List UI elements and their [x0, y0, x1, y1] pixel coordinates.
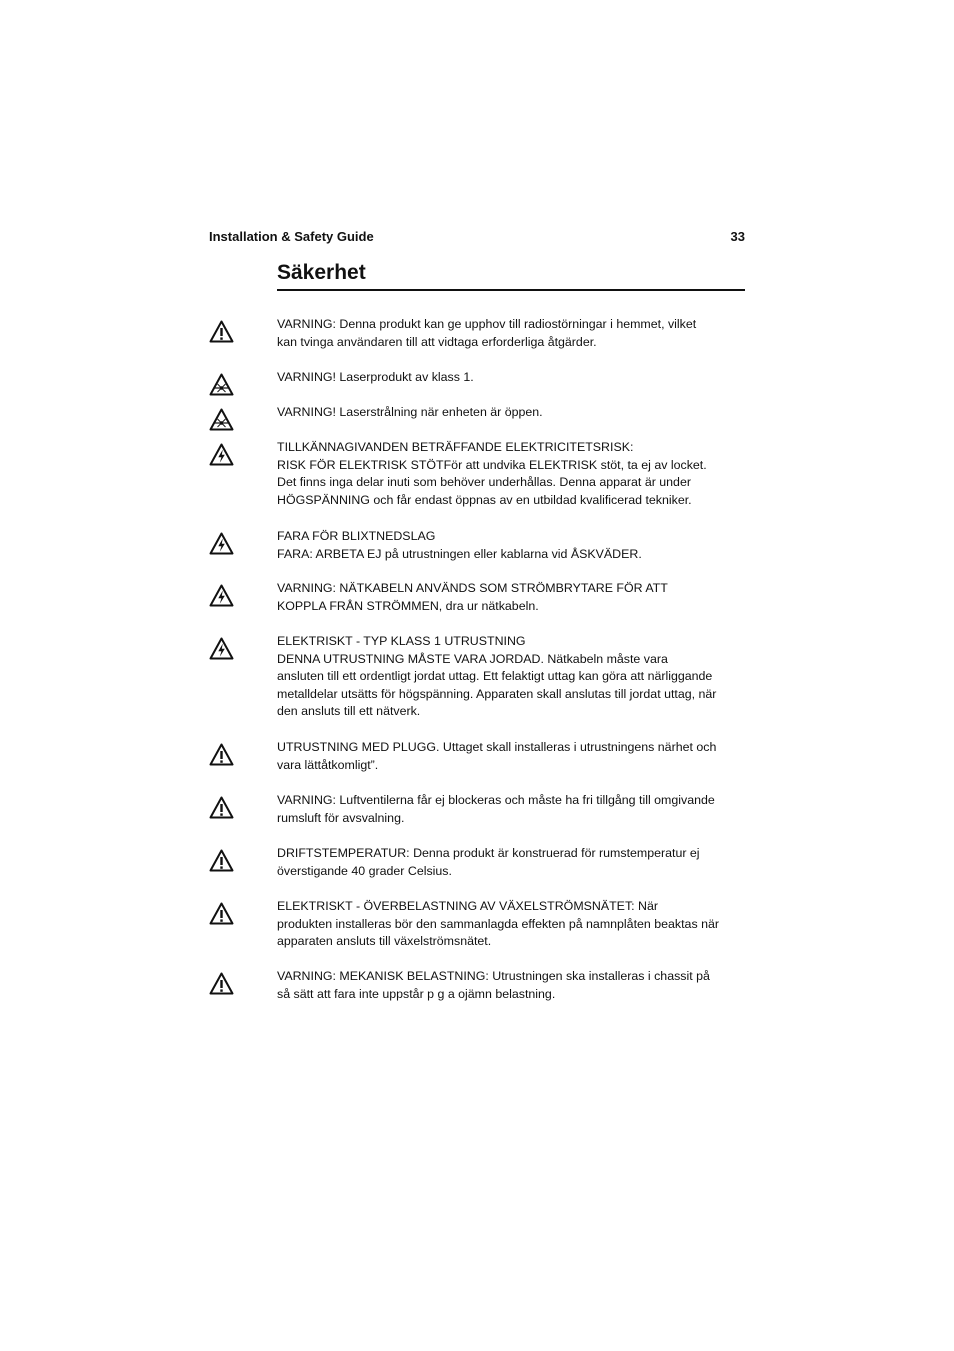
entry-line: ELEKTRISKT - ÖVERBELASTNING AV VÄXELSTRÖMSNÄTET: När [277, 899, 658, 913]
entry-text [277, 968, 747, 1003]
electric-shock-icon [209, 637, 234, 660]
entry-text [277, 633, 747, 721]
entry-text [277, 898, 747, 951]
entry-text [277, 739, 747, 774]
entry-line: VARNING! Laserprodukt av klass 1. [277, 370, 474, 384]
warning-icon [209, 902, 234, 925]
electric-shock-icon [209, 584, 234, 607]
entry-line: rumsluft för avsvalning. [277, 810, 405, 825]
warning-icon [209, 743, 234, 766]
entry-line: ansluten till ett ordentligt jordat uttag. Ett felaktigt uttag kan göra att närliggande [277, 669, 713, 684]
electric-shock-icon [209, 532, 234, 555]
entry-line: FARA: ARBETA EJ på utrustningen eller kablarna vid ÅSKVÄDER. [277, 546, 642, 561]
entry-text [277, 316, 747, 351]
entry-line: VARNING! Laserstrålning när enheten är öppen. [277, 405, 543, 419]
entry-line: överstigande 40 grader Celsius. [277, 863, 452, 878]
entry-line: VARNING: NÄTKABELN ANVÄNDS SOM STRÖMBRYTARE FÖR ATT [277, 581, 668, 595]
entry-line: Det finns inga delar inuti som behöver underhållas. Denna apparat är under [277, 475, 691, 490]
entry-line: DENNA UTRUSTNING MÅSTE VARA JORDAD. Nätkabeln måste vara [277, 651, 668, 666]
laser-warning-icon [209, 373, 234, 396]
entry-line: vara lättåtkomligt”. [277, 757, 379, 772]
entry-line: DRIFTSTEMPERATUR: Denna produkt är konstruerad för rumstemperatur ej [277, 846, 700, 860]
entry-line: FARA FÖR BLIXTNEDSLAG [277, 529, 436, 543]
entry-text [277, 528, 747, 563]
entry-line: HÖGSPÄNNING och får endast öppnas av en utbildad kvalificerad tekniker. [277, 492, 692, 507]
entry-text [277, 845, 747, 880]
entry-line: KOPPLA FRÅN STRÖMMEN, dra ur nätkabeln. [277, 598, 539, 613]
guide-title: Installation & Safety Guide [209, 229, 374, 244]
entry-line: produkten installeras bör den sammanlagda effekten på namnplåten beaktas när [277, 916, 719, 931]
electric-shock-icon [209, 443, 234, 466]
running-header [209, 228, 745, 246]
entry-line: RISK FÖR ELEKTRISK STÖTFör att undvika ELEKTRISK stöt, ta ej av locket. [277, 457, 707, 472]
page-title: Säkerhet [277, 258, 745, 291]
entry-text [277, 369, 747, 387]
entry-text [277, 439, 747, 509]
entry-line: UTRUSTNING MED PLUGG. Uttaget skall installeras i utrustningens närhet och [277, 740, 717, 754]
warning-icon [209, 796, 234, 819]
page-number: 33 [730, 229, 745, 244]
laser-warning-icon [209, 408, 234, 431]
warning-icon [209, 972, 234, 995]
entry-line: VARNING: MEKANISK BELASTNING: Utrustningen ska installeras i chassit på [277, 969, 710, 983]
warning-icon [209, 849, 234, 872]
entry-text [277, 404, 747, 422]
entry-line: VARNING: Denna produkt kan ge upphov till radiostörningar i hemmet, vilket [277, 317, 697, 331]
entry-text [277, 580, 747, 615]
entry-line: så sätt att fara inte uppstår p g a ojämn belastning. [277, 986, 556, 1001]
entry-line: metalldelar utsätts för högspänning. Apparaten skall anslutas till jordat uttag, när [277, 686, 717, 701]
entry-line: ELEKTRISKT - TYP KLASS 1 UTRUSTNING [277, 634, 526, 648]
entry-line: kan tvinga användaren till att vidtaga erforderliga åtgärder. [277, 334, 597, 349]
warning-icon [209, 320, 234, 343]
entry-line: VARNING: Luftventilerna får ej blockeras och måste ha fri tillgång till omgivande [277, 793, 715, 807]
entry-line: TILLKÄNNAGIVANDEN BETRÄFFANDE ELEKTRICITETSRISK: [277, 440, 634, 454]
entry-line: apparaten ansluts till växelströmsnätet. [277, 934, 492, 949]
entry-text [277, 792, 747, 827]
entry-line: den ansluts till ett nätverk. [277, 704, 421, 719]
